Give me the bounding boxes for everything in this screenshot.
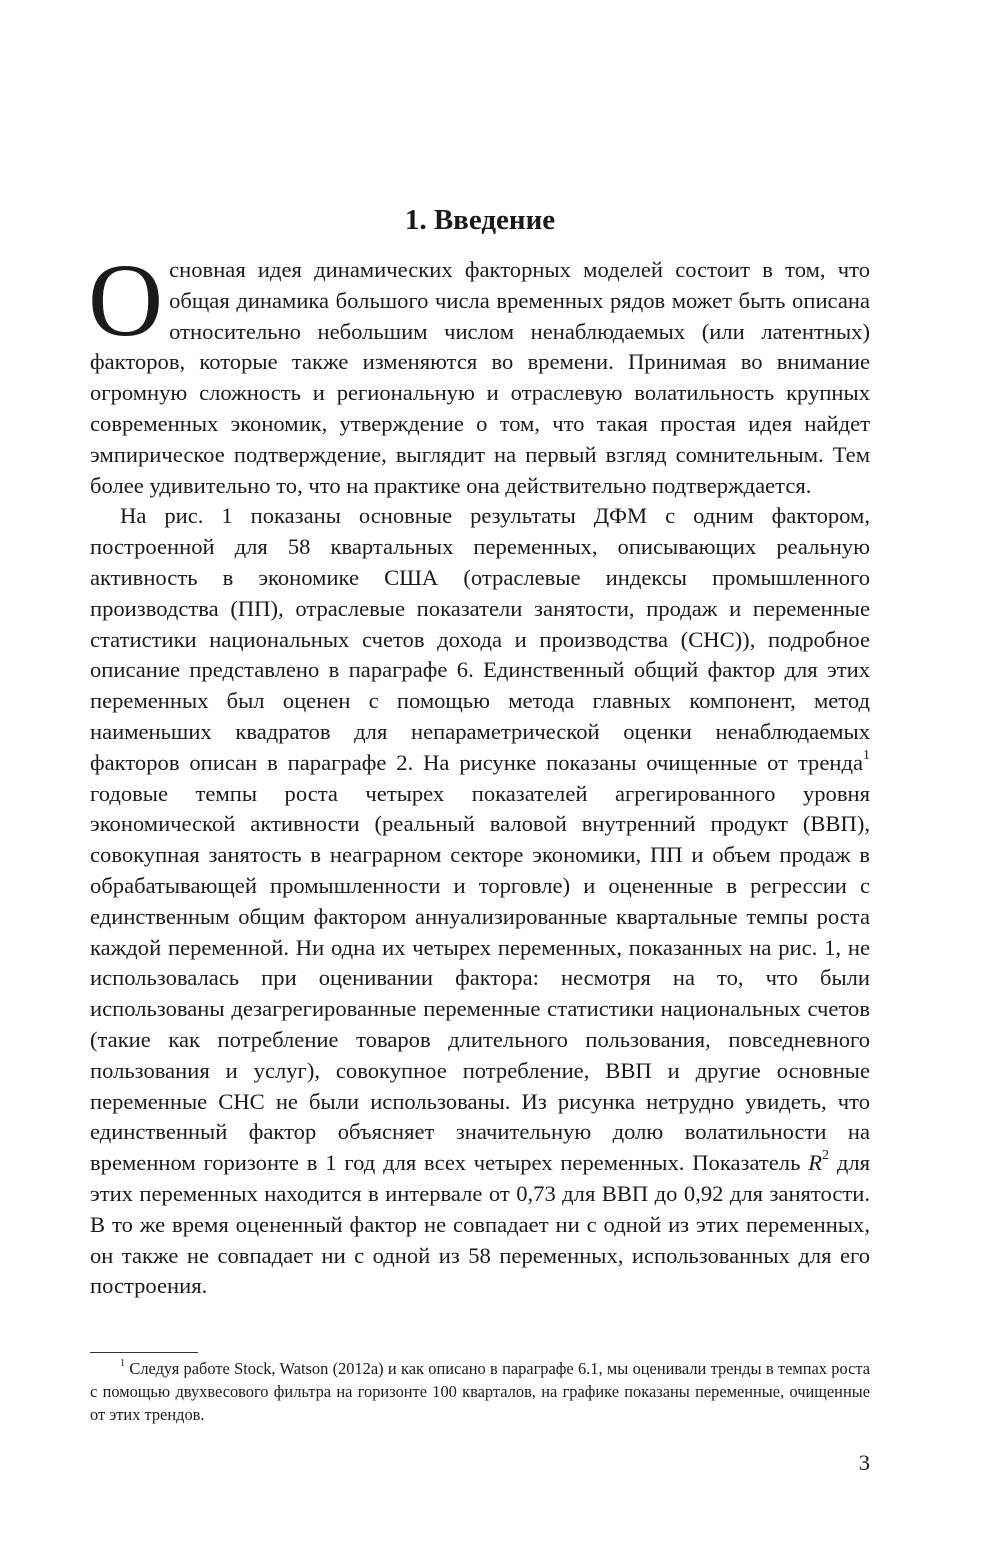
footnote bbox=[90, 1357, 870, 1426]
section-title: 1. Введение bbox=[404, 204, 556, 236]
r-squared-symbol: R bbox=[808, 1150, 823, 1176]
paragraph-intro bbox=[88, 243, 870, 501]
paragraph-figure-text-part3: для этих переменных находится в интервале от 0,73 для ВВП до 0,92 для занятости. В то же время оцененный фактор не совпадает ни с одной из этих переменных, он также не совпадает ни с одной из 58 переменных, использованных для его построения. bbox=[90, 1150, 871, 1299]
footnote-text: Следуя работе Stock, Watson (2012a) и как описано в параграфе 6.1, мы оценивали тренды в темпах роста с помощью двухвесового фильтра на горизонте 100 кварталов, на графике показаны переменные, очищенные от этих трендов. bbox=[90, 1359, 870, 1424]
paragraph-intro-text: сновная идея динамических факторных моделей состоит в том, что общая динамика большого числа временных рядов может быть описана относительно небольшим числом ненаблюдаемых (или латентных) факторов, которые также изменяются во времени. Принимая во внимание огромную сложность и региональную и отраслевую волатильность крупных современных экономик, утверждение о том, что такая простая идея найдет эмпирическое подтверждение, выглядит на первый взгляд сомнительным. Тем более удивительно то, что на практике она действительно подтверждается. bbox=[90, 257, 870, 498]
body-text bbox=[88, 243, 871, 1302]
r-squared-exponent: 2 bbox=[822, 1148, 830, 1164]
footnote-marker: 1 bbox=[120, 1358, 126, 1370]
paragraph-figure-text-part1: На рис. 1 показаны основные результаты ДФМ с одним фактором, построенной для 58 квартальных переменных, описывающих реальную активность в экономике США (отраслевые индексы промышленного производства (ПП), отраслевые показатели занятости, продаж и переменные статистики национальных счетов дохода и производства (СНС)), подробное описание представлено в параграфе 6. Единственный общий фактор для этих переменных был оценен с помощью метода главных компонент, метод наименьших квадратов для непараметрической оценки ненаблюдаемых факторов описан в параграфе 2. На рисунке показаны очищенные от тренда bbox=[90, 503, 870, 775]
footnote-reference[interactable]: 1 bbox=[863, 748, 870, 764]
page-number: 3 bbox=[858, 1450, 870, 1475]
drop-cap: О bbox=[88, 243, 164, 358]
paragraph-figure-description bbox=[90, 501, 870, 1302]
paragraph-figure-text-part2: годовые темпы роста четырех показателей агрегированного уровня экономической активности (реальный валовой внутренний продукт (ВВП), совокупная занятость в неаграрном секторе экономики, ПП и объем продаж в обрабатывающей промышленности и торговле) и оцененные в регрессии с единственным общим фактором аннуализированные квартальные темпы роста каждой переменной. Ни одна их четырех переменных, показанных на рис. 1, не использовалась при оценивании фактора: несмотря на то, что были использованы дезагрегированные переменные статистики национальных счетов (такие как потребление товаров длительного пользования, повседневного пользования и услуг), совокупное потребление, ВВП и другие основные переменные СНС не были использованы. Из рисунка нетрудно увидеть, что единственный фактор объясняет значительную долю волатильности на временном горизонте в 1 год для всех четырех переменных. Показатель bbox=[90, 780, 870, 1176]
footnote-divider bbox=[90, 1352, 198, 1353]
